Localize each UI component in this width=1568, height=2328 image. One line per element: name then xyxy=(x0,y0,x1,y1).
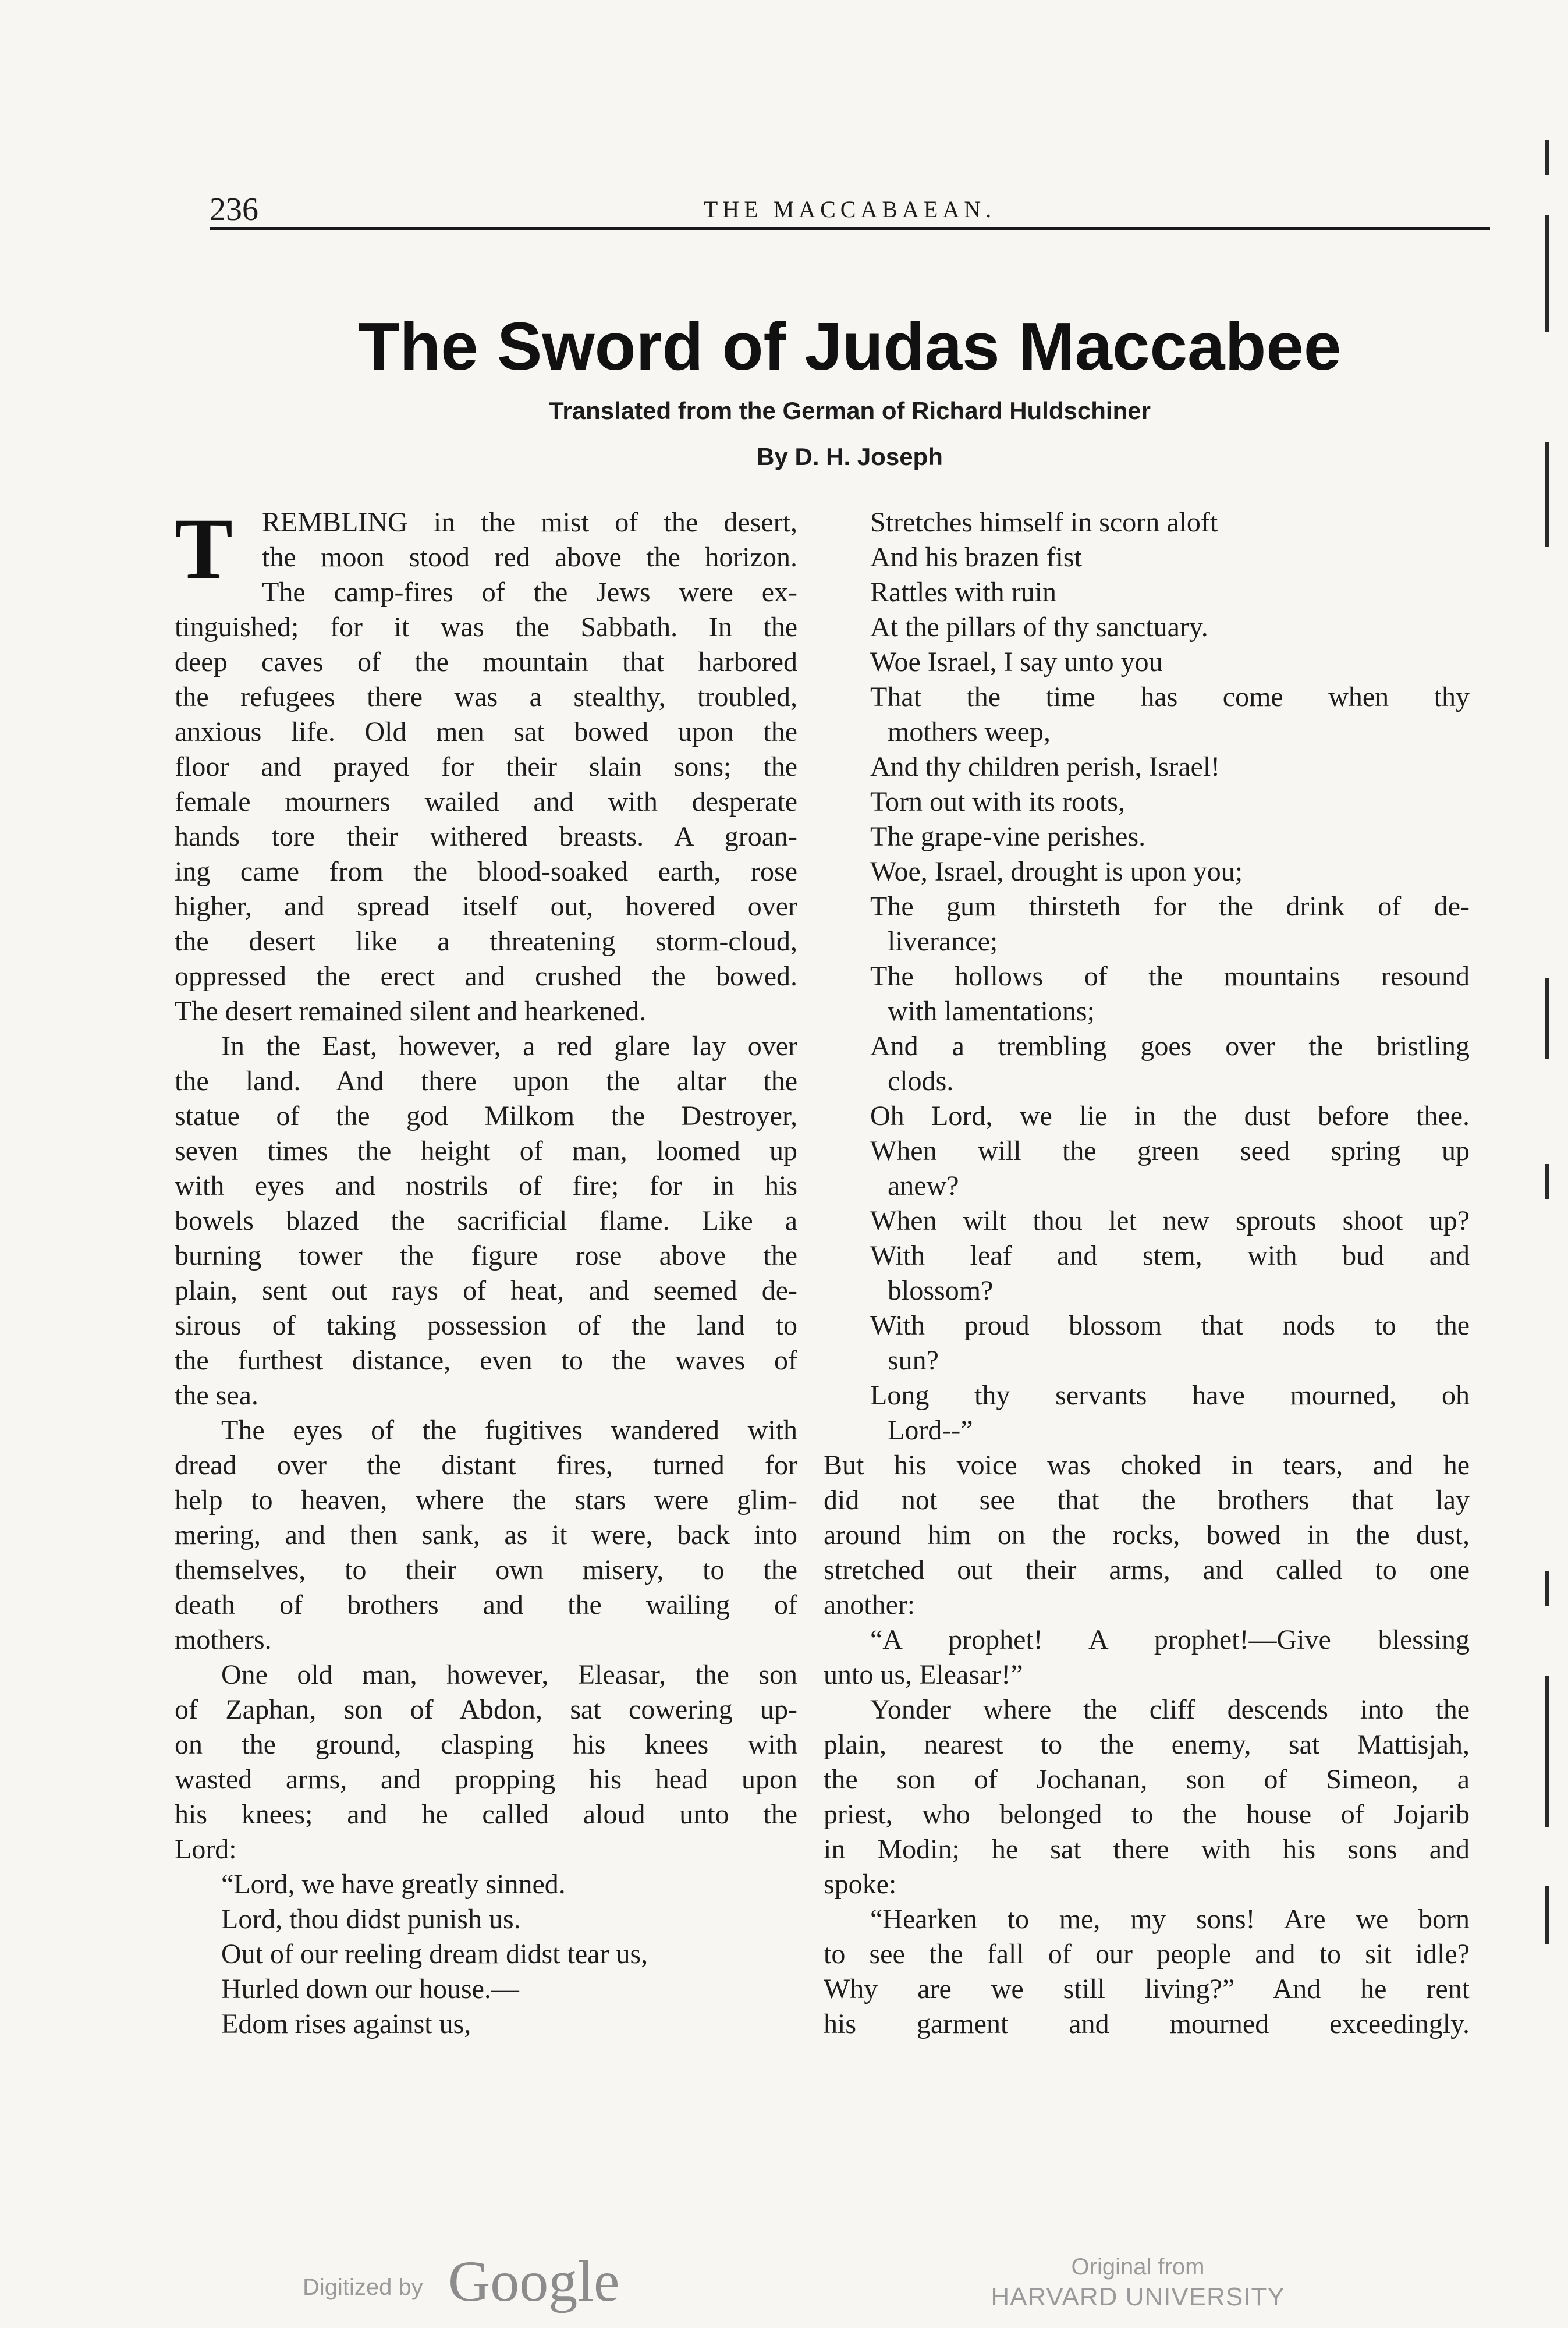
text-line: around him on the rocks, bowed in the dust, xyxy=(824,1520,1470,1550)
text-line: his garment and mourned exceedingly. xyxy=(824,2008,1470,2039)
digitized-by-watermark xyxy=(303,2249,710,2313)
article-subtitle: Translated from the German of Richard Huldschiner xyxy=(549,397,1151,424)
text-line: seven times the height of man, loomed up xyxy=(175,1135,797,1166)
text-line: the desert like a threatening storm-cloud, xyxy=(175,926,797,957)
text-line: spoke: xyxy=(824,1869,897,1900)
text-line: another: xyxy=(824,1589,916,1620)
text-line: sun? xyxy=(888,1345,939,1376)
text-line: Why are we still living?” And he rent xyxy=(824,1974,1470,2004)
text-line: Lord, thou didst punish us. xyxy=(221,1904,521,1935)
text-line: did not see that the brothers that lay xyxy=(824,1485,1470,1516)
text-line: priest, who belonged to the house of Jojarib xyxy=(824,1799,1470,1830)
text-line: anxious life. Old men sat bowed upon the xyxy=(175,716,797,747)
text-line: floor and prayed for their slain sons; the xyxy=(175,751,797,782)
text-line: And thy children perish, Israel! xyxy=(870,751,1221,782)
text-line: When will the green seed spring up xyxy=(870,1135,1470,1166)
text-line: wasted arms, and propping his head upon xyxy=(175,1764,797,1795)
text-line: with lamentations; xyxy=(888,996,1095,1027)
text-line: mothers. xyxy=(175,1624,272,1655)
text-line: hands tore their withered breasts. A groan- xyxy=(175,821,797,852)
scan-mark xyxy=(1545,978,1549,1059)
text-line: REMBLING in the mist of the desert, xyxy=(262,507,797,538)
text-line: Woe, Israel, drought is upon you; xyxy=(870,856,1243,887)
text-line: The desert remained silent and hearkened. xyxy=(175,996,647,1027)
scan-mark xyxy=(1545,140,1549,175)
text-line: themselves, to their own misery, to the xyxy=(175,1555,797,1585)
text-line: sirous of taking possession of the land to xyxy=(175,1310,797,1341)
text-line: plain, nearest to the enemy, sat Mattisjah, xyxy=(824,1729,1470,1760)
text-line: statue of the god Milkom the Destroyer, xyxy=(175,1101,797,1131)
text-line: The grape-vine perishes. xyxy=(870,821,1146,852)
right-column xyxy=(824,505,1470,2042)
text-line: to see the fall of our people and to sit idle? xyxy=(824,1939,1470,1969)
text-line: the moon stood red above the horizon. xyxy=(262,542,797,573)
original-from-label: Original from xyxy=(1071,2254,1205,2280)
text-line: bowels blazed the sacrificial flame. Like a xyxy=(175,1205,797,1236)
text-line: The camp-fires of the Jews were ex- xyxy=(262,577,797,608)
text-line: Lord: xyxy=(175,1834,237,1865)
text-line: liverance; xyxy=(888,926,998,957)
text-line: Woe Israel, I say unto you xyxy=(870,647,1163,677)
text-line: the sea. xyxy=(175,1380,258,1411)
harvard-university-label: HARVARD UNIVERSITY xyxy=(991,2283,1285,2311)
text-line: And a trembling goes over the bristling xyxy=(870,1031,1470,1062)
text-line: When wilt thou let new sprouts shoot up? xyxy=(870,1205,1470,1236)
scan-mark xyxy=(1545,215,1549,332)
text-line: female mourners wailed and with desperate xyxy=(175,786,797,817)
text-line: But his voice was choked in tears, and he xyxy=(824,1450,1470,1481)
text-line: At the pillars of thy sanctuary. xyxy=(870,612,1208,643)
text-line: Edom rises against us, xyxy=(221,2008,471,2039)
text-line: burning tower the figure rose above the xyxy=(175,1240,797,1271)
text-line: mothers weep, xyxy=(888,716,1051,747)
text-line: And his brazen fist xyxy=(870,542,1082,573)
digitized-by-label: Digitized by xyxy=(303,2274,423,2300)
text-line: “Hearken to me, my sons! Are we born xyxy=(870,1904,1470,1935)
text-line: With proud blossom that nods to the xyxy=(870,1310,1470,1341)
left-column xyxy=(175,501,797,2042)
text-line: clods. xyxy=(888,1066,954,1096)
text-line: In the East, however, a red glare lay over xyxy=(221,1031,797,1062)
text-line: The gum thirsteth for the drink of de- xyxy=(870,891,1470,922)
text-line: deep caves of the mountain that harbored xyxy=(175,647,797,677)
text-line: the son of Jochanan, son of Simeon, a xyxy=(824,1764,1470,1795)
scan-edge-marks xyxy=(1545,140,1550,1944)
article-title: The Sword of Judas Maccabee xyxy=(358,308,1342,384)
text-line: the furthest distance, even to the waves of xyxy=(175,1345,797,1376)
text-line: tinguished; for it was the Sabbath. In the xyxy=(175,612,797,643)
text-line: Torn out with its roots, xyxy=(870,786,1125,817)
text-line: That the time has come when thy xyxy=(870,682,1470,712)
scan-mark xyxy=(1545,1164,1549,1199)
text-line: dread over the distant fires, turned for xyxy=(175,1450,797,1481)
scan-mark xyxy=(1545,1676,1549,1827)
text-line: mering, and then sank, as it were, back into xyxy=(175,1520,797,1550)
text-line: unto us, Eleasar!” xyxy=(824,1659,1023,1690)
text-line: Yonder where the cliff descends into the xyxy=(870,1694,1470,1725)
source-attribution xyxy=(963,2252,1312,2313)
text-line: Long thy servants have mourned, oh xyxy=(870,1380,1470,1411)
text-line: “A prophet! A prophet!—Give blessing xyxy=(870,1624,1470,1655)
text-line: blossom? xyxy=(888,1275,994,1306)
text-line: plain, sent out rays of heat, and seemed de- xyxy=(175,1275,797,1306)
text-line: The eyes of the fugitives wandered with xyxy=(221,1415,797,1446)
text-line: the refugees there was a stealthy, troubled, xyxy=(175,682,797,712)
text-line: the land. And there upon the altar the xyxy=(175,1066,797,1096)
text-line: higher, and spread itself out, hovered over xyxy=(175,891,797,922)
text-line: ing came from the blood-soaked earth, rose xyxy=(175,856,797,887)
text-line: Out of our reeling dream didst tear us, xyxy=(221,1939,648,1969)
text-line: stretched out their arms, and called to one xyxy=(824,1555,1470,1585)
google-logo: Google xyxy=(448,2249,620,2313)
drop-cap: T xyxy=(175,501,233,597)
text-line: in Modin; he sat there with his sons and xyxy=(824,1834,1470,1865)
text-line: death of brothers and the wailing of xyxy=(175,1589,797,1620)
text-line: Hurled down our house.— xyxy=(221,1974,519,2004)
text-line: Oh Lord, we lie in the dust before thee. xyxy=(870,1101,1470,1131)
scan-mark xyxy=(1545,442,1549,547)
text-line: anew? xyxy=(888,1170,959,1201)
text-line: oppressed the erect and crushed the bowed. xyxy=(175,961,797,992)
text-line: Rattles with ruin xyxy=(870,577,1056,608)
text-line: The hollows of the mountains resound xyxy=(870,961,1470,992)
page-header xyxy=(210,192,1490,230)
text-line: his knees; and he called aloud unto the xyxy=(175,1799,797,1830)
text-line: on the ground, clasping his knees with xyxy=(175,1729,797,1760)
text-line: help to heaven, where the stars were glim- xyxy=(175,1485,797,1516)
article-byline: By D. H. Joseph xyxy=(757,443,943,470)
text-line: With leaf and stem, with bud and xyxy=(870,1240,1470,1271)
scan-mark xyxy=(1545,1886,1549,1944)
page-number: 236 xyxy=(210,191,258,228)
running-head: THE MACCABAEAN. xyxy=(703,196,996,222)
scan-mark xyxy=(1545,1571,1549,1606)
text-line: of Zaphan, son of Abdon, sat cowering up- xyxy=(175,1694,797,1725)
text-line: Stretches himself in scorn aloft xyxy=(870,507,1218,538)
text-line: “Lord, we have greatly sinned. xyxy=(221,1869,566,1900)
text-line: with eyes and nostrils of fire; for in his xyxy=(175,1170,797,1201)
text-line: Lord--” xyxy=(888,1415,973,1446)
text-line: One old man, however, Eleasar, the son xyxy=(221,1659,797,1690)
